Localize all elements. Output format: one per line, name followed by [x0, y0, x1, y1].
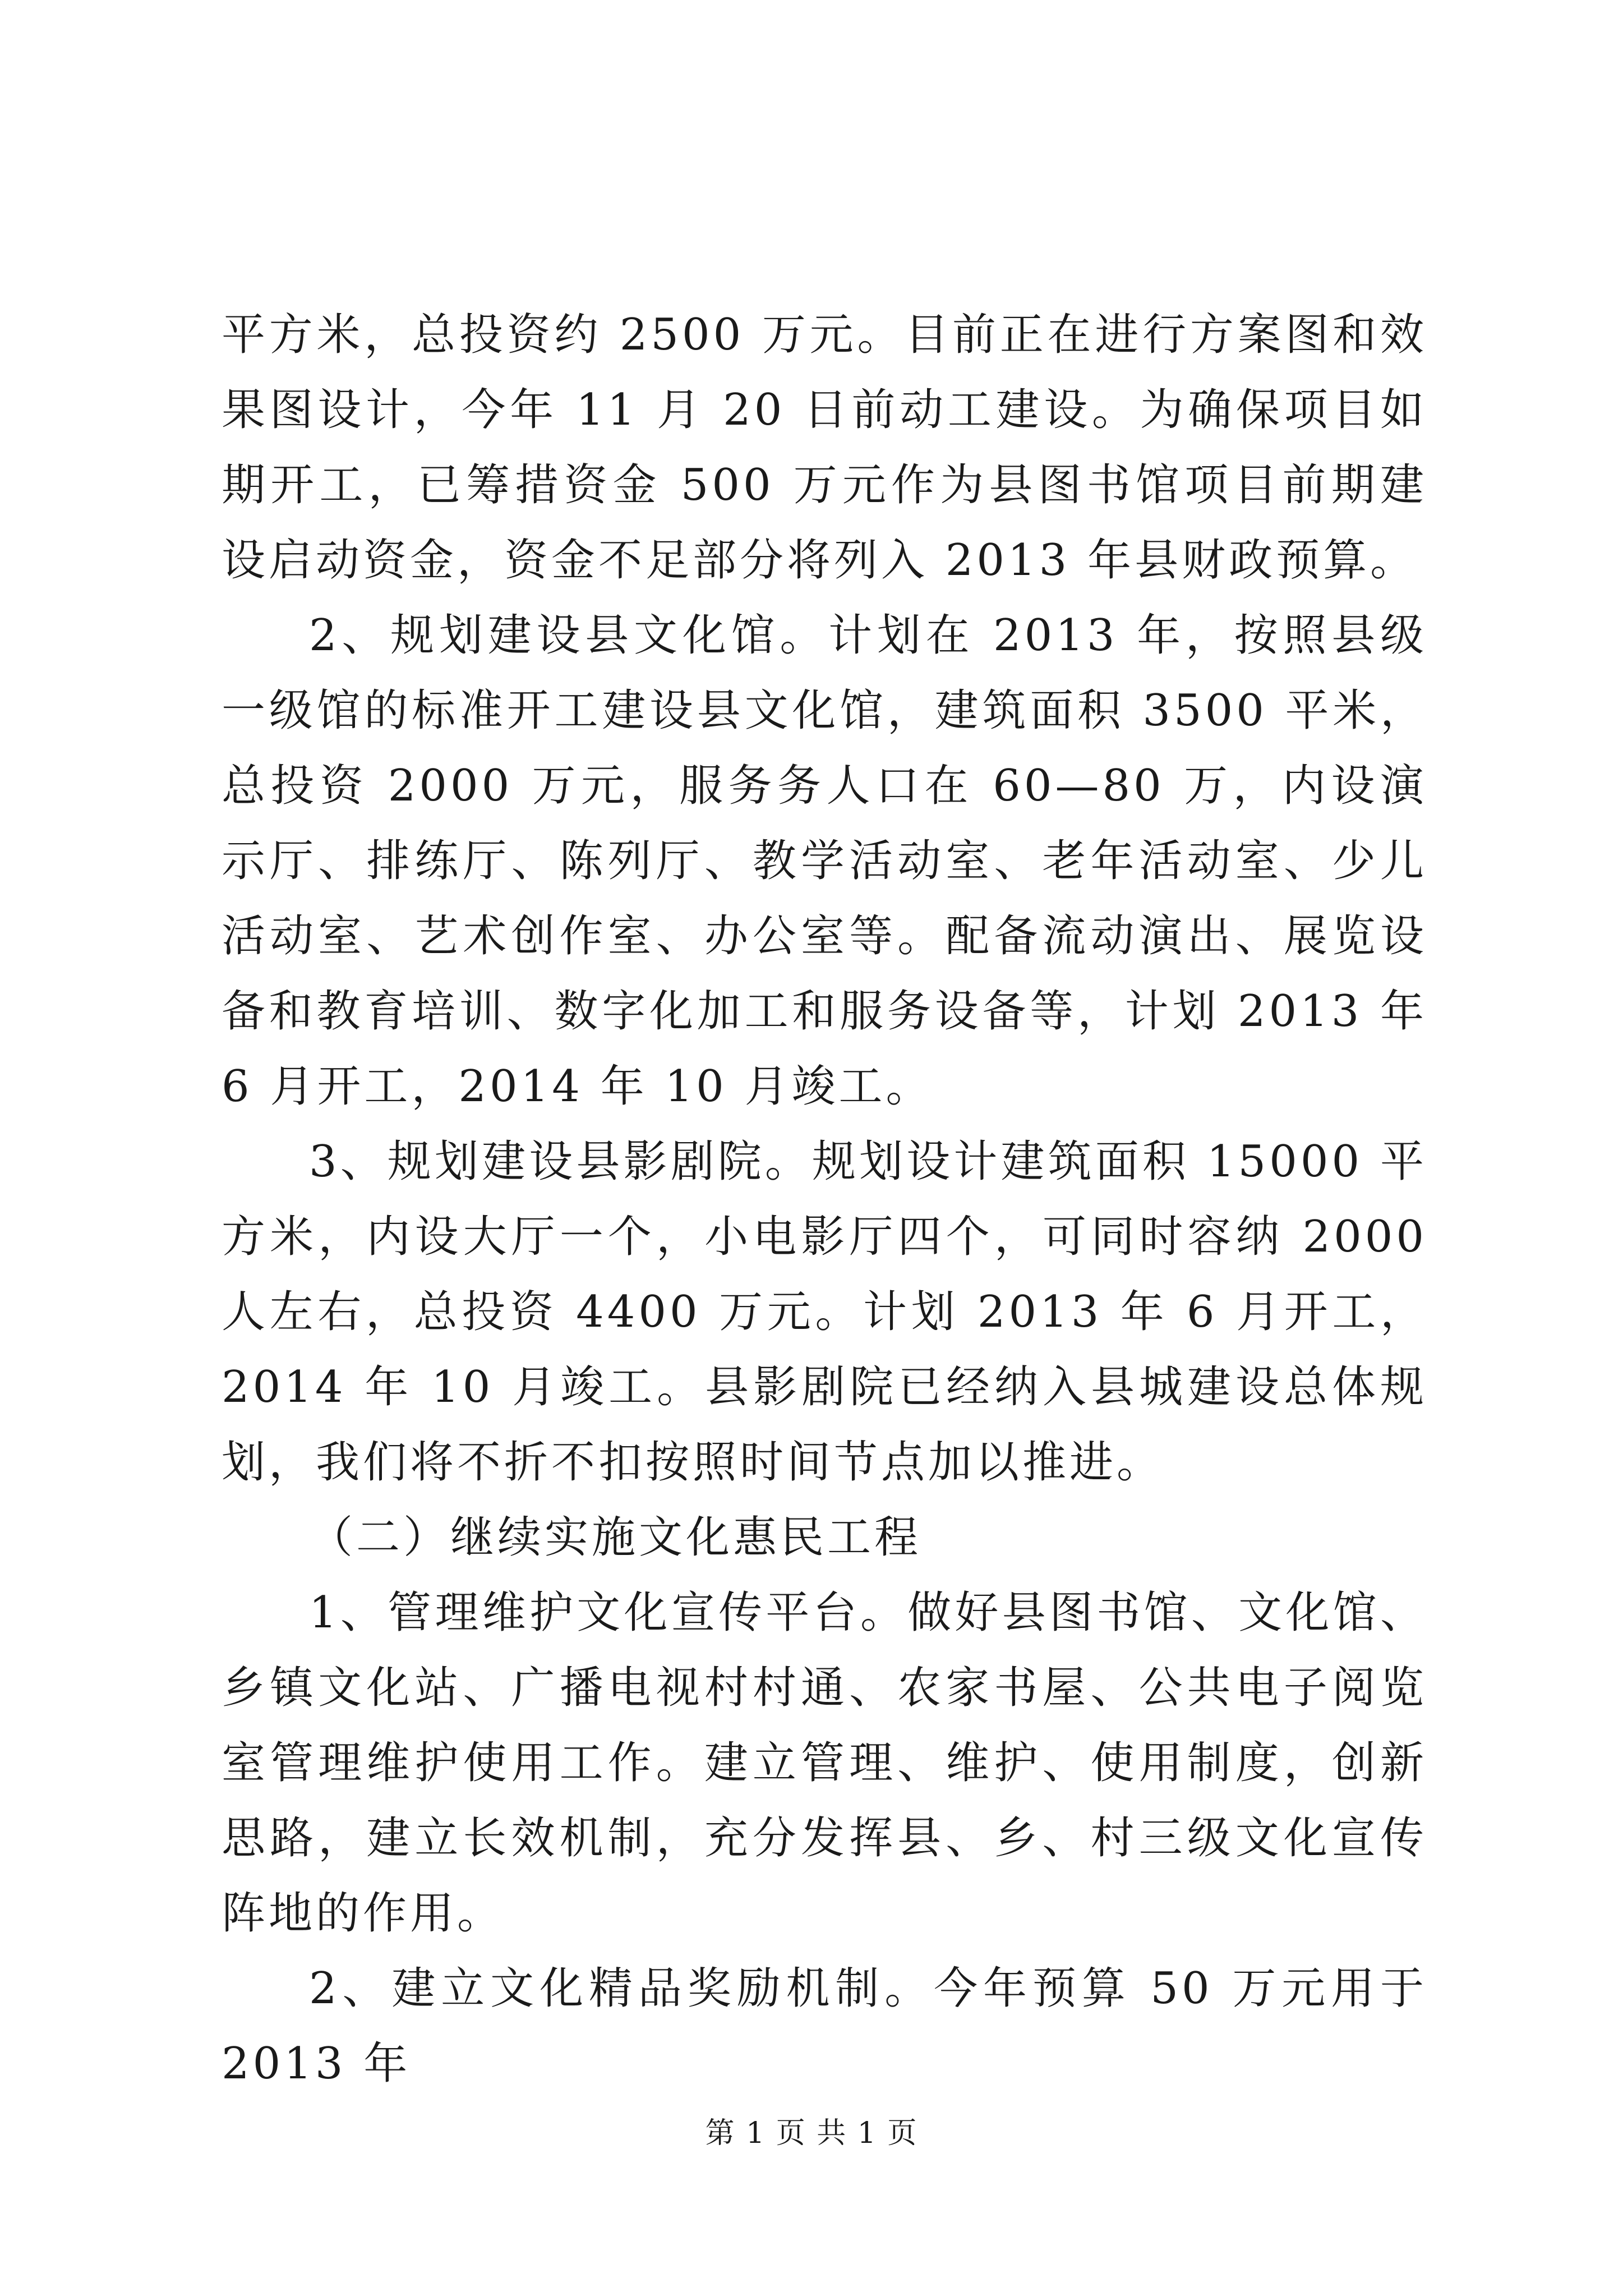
section-heading: （二）继续实施文化惠民工程	[309, 1512, 922, 1563]
paragraph-theater: 3、规划建设县影剧院。规划设计建筑面积 15000 平方米，内设大厅一个，小电影厅四个，可同时容纳 2000 人左右，总投资 4400 万元。计划 2013 年 6 月开工，2014 年 10 月竣工。县影剧院已经纳入县城建设总体规划，我们将不折不扣按照时间节点加以推进。	[222, 1137, 1427, 1488]
paragraph-reward-mechanism: 2、建立文化精品奖励机制。今年预算 50 万元用于 2013 年	[222, 1963, 1427, 2089]
paragraph-continuation: 平方米，总投资约 2500 万元。目前正在进行方案图和效果图设计，今年 11 月 20 日前动工建设。为确保项目如期开工，已筹措资金 500 万元作为县图书馆项目前期建设启动资金，资金不足部分将列入 2013 年县财政预算。	[222, 310, 1427, 586]
page-footer: 第 1 页 共 1 页	[705, 2116, 918, 2150]
document-body	[222, 297, 1427, 2101]
paragraph-cultural-center: 2、规划建设县文化馆。计划在 2013 年，按照县级一级馆的标准开工建设县文化馆，建筑面积 3500 平米，总投资 2000 万元，服务务人口在 60—80 万，内设演示厅、排练厅、陈列厅、教学活动室、老年活动室、少儿活动室、艺术创作室、办公室等。配备流动演出、展览设备和教育培训、数字化加工和服务设备等，计划 2013 年 6 月开工，2014 年 10 月竣工。	[222, 610, 1427, 1112]
paragraph-platform-maintenance: 1、管理维护文化宣传平台。做好县图书馆、文化馆、乡镇文化站、广播电视村村通、农家书屋、公共电子阅览室管理维护使用工作。建立管理、维护、使用制度，创新思路，建立长效机制，充分发挥县、乡、村三级文化宣传阵地的作用。	[222, 1588, 1427, 1939]
